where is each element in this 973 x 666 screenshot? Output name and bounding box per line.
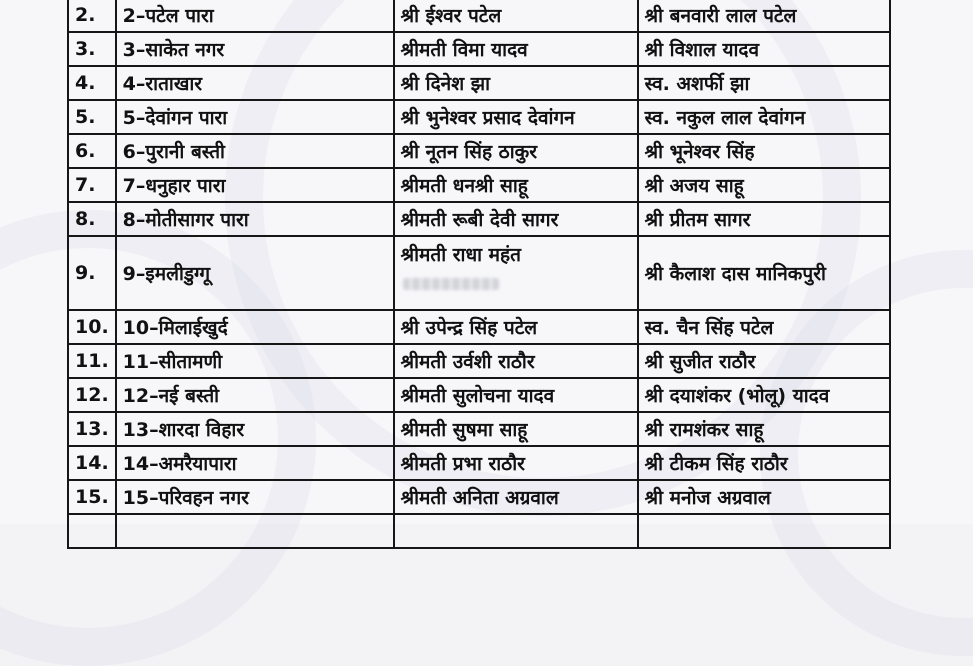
serial-number: 4.	[68, 66, 116, 100]
candidate-name: श्रीमती सुलोचना यादव	[394, 378, 638, 412]
table-row	[68, 202, 890, 236]
representative-name: श्री मनोज अग्रवाल	[638, 480, 890, 514]
serial-number: 15.	[68, 480, 116, 514]
representative-name: श्री विशाल यादव	[638, 32, 890, 66]
blurred-text	[401, 273, 631, 293]
table-row	[68, 236, 890, 310]
candidate-name: श्रीमती उर्वशी राठौर	[394, 344, 638, 378]
ward-name: 5–देवांगन पारा	[116, 100, 394, 134]
serial-number: 14.	[68, 446, 116, 480]
serial-number: 8.	[68, 202, 116, 236]
table-row	[68, 446, 890, 480]
ward-table	[67, 0, 891, 549]
representative-name: श्री कैलाश दास मानिकपुरी	[638, 236, 890, 310]
candidate-name: श्रीमती प्रभा राठौर	[394, 446, 638, 480]
representative-name: श्री दयाशंकर (भोलू) यादव	[638, 378, 890, 412]
ward-name: 14–अमरैयापारा	[116, 446, 394, 480]
representative-name: श्री टीकम सिंह राठौर	[638, 446, 890, 480]
serial-number: 6.	[68, 134, 116, 168]
ward-name-empty	[116, 514, 394, 548]
ward-name: 9–इमलीडुग्गू	[116, 236, 394, 310]
serial-number: 13.	[68, 412, 116, 446]
candidate-name: श्री भुनेश्वर प्रसाद देवांगन	[394, 100, 638, 134]
ward-name: 7–धनुहार पारा	[116, 168, 394, 202]
candidate-name: श्री दिनेश झा	[394, 66, 638, 100]
serial-number: 3.	[68, 32, 116, 66]
serial-number: 9.	[68, 236, 116, 310]
representative-name: स्व. चैन सिंह पटेल	[638, 310, 890, 344]
serial-number: 5.	[68, 100, 116, 134]
representative-name: श्री बनवारी लाल पटेल	[638, 0, 890, 32]
candidate-name: श्री नूतन सिंह ठाकुर	[394, 134, 638, 168]
ward-name: 4–राताखार	[116, 66, 394, 100]
ward-name: 3–साकेत नगर	[116, 32, 394, 66]
candidate-name: श्री ईश्वर पटेल	[394, 0, 638, 32]
candidate-name: श्रीमती अनिता अग्रवाल	[394, 480, 638, 514]
representative-name: श्री सुजीत राठौर	[638, 344, 890, 378]
table-row	[68, 168, 890, 202]
table-row	[68, 134, 890, 168]
ward-name: 12–नई बस्ती	[116, 378, 394, 412]
table-row	[68, 100, 890, 134]
ward-name: 10–मिलाईखुर्द	[116, 310, 394, 344]
serial-number: 10.	[68, 310, 116, 344]
serial-number: 2.	[68, 0, 116, 32]
representative-name: श्री अजय साहू	[638, 168, 890, 202]
candidate-name: श्रीमती सुषमा साहू	[394, 412, 638, 446]
ward-name: 13–शारदा विहार	[116, 412, 394, 446]
table-row	[68, 32, 890, 66]
representative-name: श्री रामशंकर साहू	[638, 412, 890, 446]
candidate-name-cell	[394, 236, 638, 310]
candidate-name: श्रीमती धनश्री साहू	[394, 168, 638, 202]
ward-name: 2–पटेल पारा	[116, 0, 394, 32]
candidate-name-empty	[394, 514, 638, 548]
representative-name: स्व. अशर्फी झा	[638, 66, 890, 100]
table-row	[68, 480, 890, 514]
serial-number-empty	[68, 514, 116, 548]
table-row-partial	[68, 514, 890, 548]
serial-number: 11.	[68, 344, 116, 378]
representative-name: स्व. नकुल लाल देवांगन	[638, 100, 890, 134]
table-row	[68, 0, 890, 32]
candidate-name: श्रीमती विमा यादव	[394, 32, 638, 66]
ward-name: 11–सीतामणी	[116, 344, 394, 378]
ward-name: 15–परिवहन नगर	[116, 480, 394, 514]
table-row	[68, 344, 890, 378]
serial-number: 7.	[68, 168, 116, 202]
ward-name: 6–पुरानी बस्ती	[116, 134, 394, 168]
table-row	[68, 310, 890, 344]
blurred-text-mark	[403, 278, 499, 290]
ward-name: 8–मोतीसागर पारा	[116, 202, 394, 236]
candidate-name: श्रीमती रूबी देवी सागर	[394, 202, 638, 236]
candidate-name: श्रीमती राधा महंत	[400, 244, 521, 266]
table-row	[68, 66, 890, 100]
table-row	[68, 378, 890, 412]
serial-number: 12.	[68, 378, 116, 412]
representative-name-empty	[638, 514, 890, 548]
representative-name: श्री भूनेश्वर सिंह	[638, 134, 890, 168]
table-row	[68, 412, 890, 446]
candidate-name: श्री उपेन्द्र सिंह पटेल	[394, 310, 638, 344]
representative-name: श्री प्रीतम सागर	[638, 202, 890, 236]
